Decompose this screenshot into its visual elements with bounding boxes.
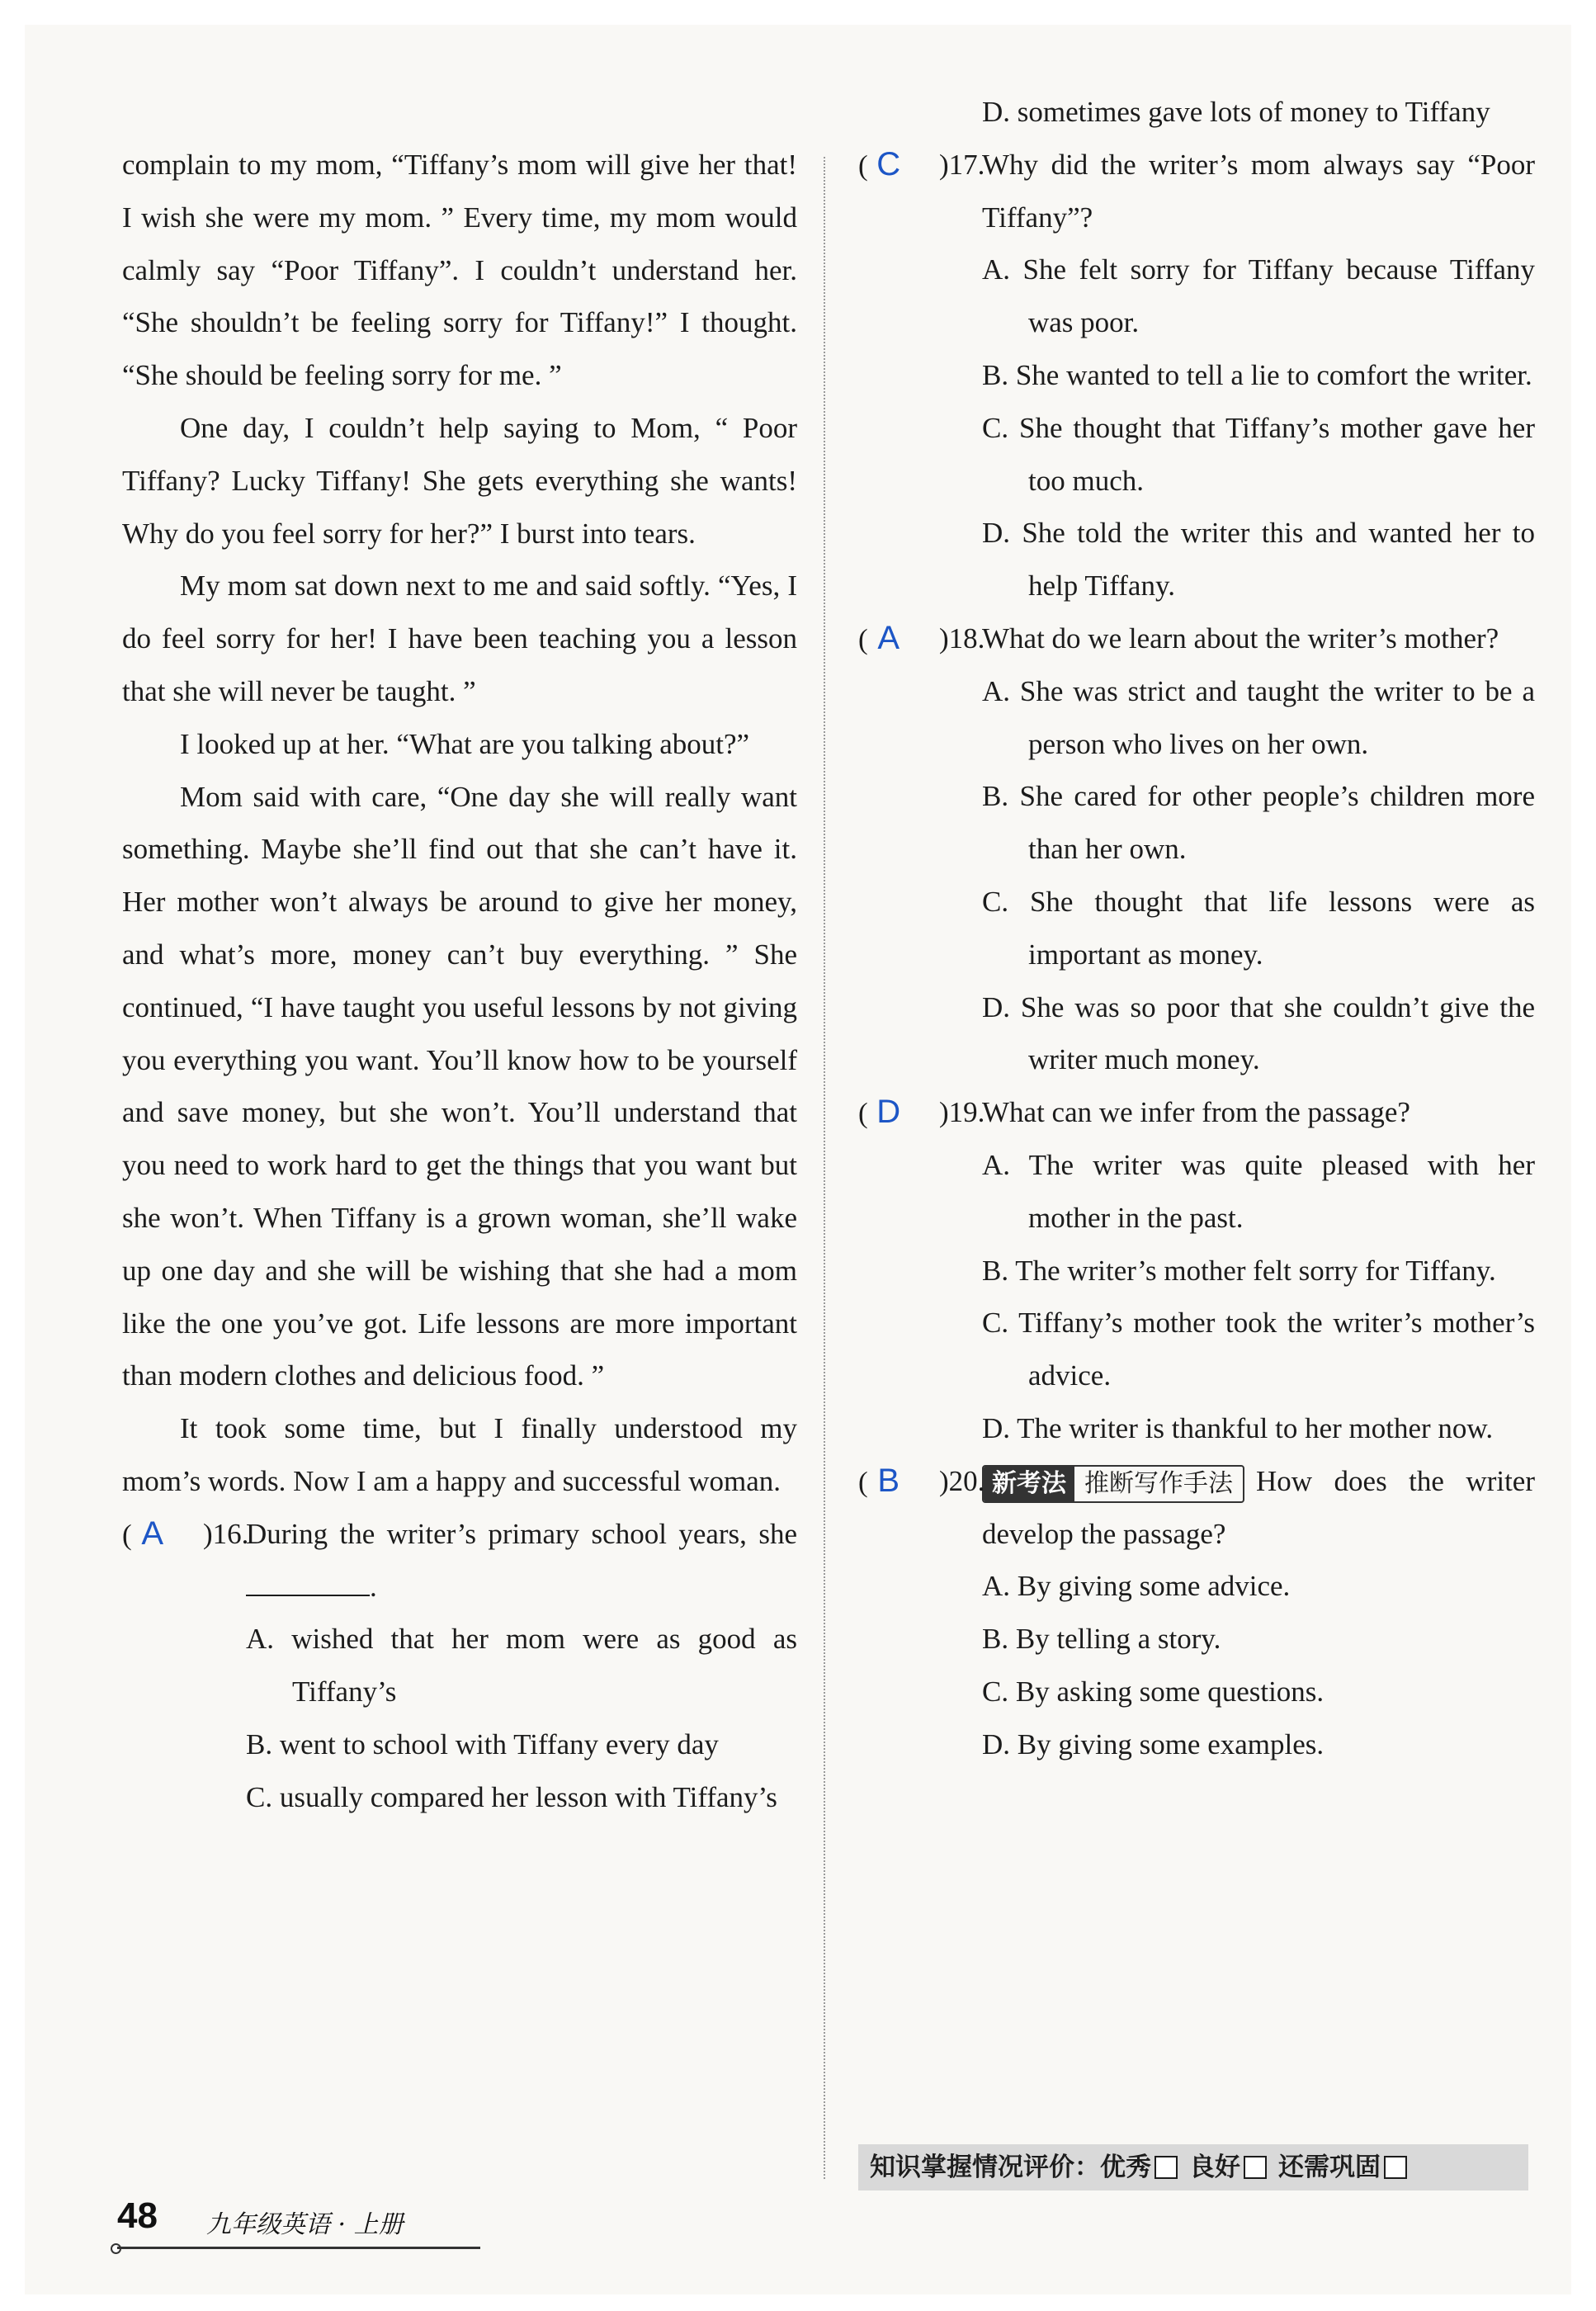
column-divider <box>824 157 825 2179</box>
option-b: B. By telling a story. <box>982 1623 1221 1656</box>
question-stem: 新考法 推断写作手法 How does the writer develop the passage? <box>982 1464 1535 1550</box>
option-d: D. sometimes gave lots of money to Tiffany <box>982 96 1490 128</box>
question-stem: What can we infer from the passage? <box>982 1096 1410 1129</box>
option-a: A. She was strict and taught the writer to be a person who lives on her own. <box>982 674 1535 760</box>
question-16 <box>122 1508 797 1824</box>
answer-letter: B <box>877 1462 900 1499</box>
option-a: A. The writer was quite pleased with her mother in the past. <box>982 1148 1535 1234</box>
question-16-continued <box>858 86 1535 139</box>
option-c: C. usually compared her lesson with Tiffany’s <box>246 1780 777 1813</box>
option-c: C. She thought that Tiffany’s mother gave her too much. <box>982 411 1535 497</box>
question-number: )20. <box>939 1464 985 1497</box>
evaluation-option-needs-work: 还需巩固 <box>1278 2153 1381 2182</box>
book-title: 九年级英语 · 上册 <box>206 2210 404 2239</box>
question-number: )19. <box>939 1096 985 1129</box>
option-a: A. wished that her mom were as good as Tiffany’s <box>246 1623 797 1708</box>
option-b: B. She cared for other people’s children more than her own. <box>982 780 1535 866</box>
left-column <box>122 139 797 1824</box>
option-b: B. She wanted to tell a lie to comfort the writer. <box>982 358 1532 391</box>
checkbox-excellent[interactable] <box>1155 2156 1178 2179</box>
question-stem: What do we learn about the writer’s mother? <box>982 621 1499 655</box>
option-d: D. She told the writer this and wanted her to help Tiffany. <box>982 517 1535 603</box>
option-c: C. Tiffany’s mother took the writer’s mother’s advice. <box>982 1307 1535 1392</box>
answer-letter: D <box>876 1094 901 1131</box>
option-d: D. The writer is thankful to her mother now. <box>982 1411 1494 1444</box>
option-c: C. She thought that life lessons were as important as money. <box>982 885 1535 971</box>
answer-letter: A <box>141 1515 163 1552</box>
option-d: D. She was so poor that she couldn’t give the writer much money. <box>982 990 1535 1076</box>
question-17 <box>858 139 1535 612</box>
evaluation-label: 知识掌握情况评价： <box>870 2153 1100 2182</box>
page-number: 48 <box>117 2195 158 2236</box>
option-b: B. went to school with Tiffany every day <box>246 1727 719 1760</box>
answer-letter: A <box>877 619 900 656</box>
question-number: )17. <box>939 148 985 181</box>
evaluation-option-good: 良好 <box>1189 2153 1240 2182</box>
answer-letter: C <box>876 145 901 182</box>
option-b: B. The writer’s mother felt sorry for Tiffany. <box>982 1254 1496 1287</box>
passage-paragraph: It took some time, but I finally understood my mom’s words. Now I am a happy and successful woman. <box>122 1412 797 1497</box>
passage-paragraph: I looked up at her. “What are you talking about?” <box>180 727 750 760</box>
answer-bracket: ( A <box>858 612 909 666</box>
right-column <box>858 96 1535 1771</box>
passage-paragraph: One day, I couldn’t help saying to Mom, “ Poor Tiffany? Lucky Tiffany! She gets everything she wants! Why do you feel sorry for her?” I burst into tears. <box>122 411 797 550</box>
passage-paragraph: My mom sat down next to me and said softly. “Yes, I do feel sorry for her! I have been teaching you a lesson that she will never be taught. ” <box>122 569 797 707</box>
answer-blank <box>246 1570 370 1596</box>
answer-bracket: ( A <box>122 1508 173 1562</box>
question-number: )18. <box>939 621 985 655</box>
option-a: A. By giving some advice. <box>982 1570 1291 1603</box>
checkbox-needs-work[interactable] <box>1384 2156 1407 2179</box>
new-method-tag: 新考法 推断写作手法 <box>982 1465 1244 1503</box>
question-stem: During the writer’s primary school years, she . <box>246 1517 797 1603</box>
option-d: D. By giving some examples. <box>982 1727 1324 1760</box>
question-19 <box>858 1086 1535 1455</box>
option-c: C. By asking some questions. <box>982 1675 1324 1708</box>
question-number: )16. <box>203 1517 249 1550</box>
footer-line <box>117 2247 480 2249</box>
evaluation-option-excellent: 优秀 <box>1100 2153 1151 2182</box>
answer-bracket: ( B <box>858 1455 909 1509</box>
workbook-page <box>25 25 1571 2294</box>
question-20 <box>858 1455 1535 1771</box>
passage-paragraph: Mom said with care, “One day she will really want something. Maybe she’ll find out that she can’t have it. Her mother won’t always be around to give her money, and what’s more, money can’t buy everything. ” She continued, “I have taught you useful lessons by not giving you everything you want. You’ll know how to be yourself and save money, but she won’t. You’ll understand that you need to work hard to get the things that you want but she won’t. When Tiffany is a grown woman, she’ll wake up one day and she will be wishing that she had a mom like the one you’ve got. Life lessons are more important than modern clothes and delicious food. ” <box>122 780 797 1392</box>
question-18 <box>858 612 1535 1086</box>
self-evaluation-bar <box>858 2144 1528 2190</box>
option-a: A. She felt sorry for Tiffany because Tiffany was poor. <box>982 253 1535 339</box>
answer-bracket: ( D <box>858 1086 909 1140</box>
checkbox-good[interactable] <box>1244 2156 1267 2179</box>
question-stem: Why did the writer’s mom always say “Poor Tiffany”? <box>982 148 1535 234</box>
passage-paragraph: complain to my mom, “Tiffany’s mom will give her that! I wish she were my mom. ” Every time, my mom would calmly say “Poor Tiffany”. I couldn’t understand her. “She shouldn’t be feeling sorry for Tiffany!” I thought. “She should be feeling sorry for me. ” <box>122 149 797 392</box>
answer-bracket: ( C <box>858 139 909 192</box>
